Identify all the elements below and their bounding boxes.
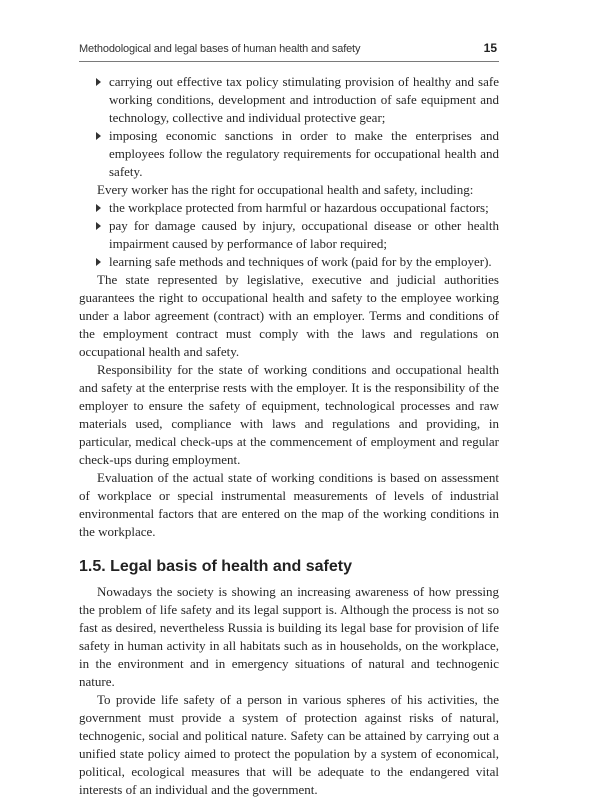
bullet-item: [79, 217, 499, 253]
paragraph: To provide life safety of a person in various spheres of his activities, the government must provide a system of protection against risks of natural, technogenic, social and political nature. Safety can be attained by carrying out a unified state policy aimed to protect the population by a system of economical, political, ecological measures that will be adequate to the endangered vital interests of an individual and the government.: [79, 692, 499, 797]
paragraph: Responsibility for the state of working conditions and occupational health and safety at the enterprise rests with the employer. It is the responsibility of the employer to ensure the safety of equipment, technological processes and raw materials used, compliance with laws and regulations and providing, in particular, medical check-ups at the commencement of employment and regular check-ups during employment.: [79, 362, 499, 467]
bullet-arrow-icon: [96, 132, 101, 140]
page-number: 15: [483, 41, 497, 55]
paragraph: Evaluation of the actual state of working conditions is based on assessment of workplace or special instrumental measurements of levels of industrial environmental factors that are entered on the map of the working conditions in the workplace.: [79, 470, 499, 539]
bullet-arrow-icon: [96, 258, 101, 266]
bullet-text: the workplace protected from harmful or hazardous occupational factors;: [109, 200, 489, 215]
running-header: [79, 41, 499, 62]
bullet-arrow-icon: [96, 78, 101, 86]
bullet-item: [79, 127, 499, 181]
running-title: Methodological and legal bases of human health and safety: [79, 43, 361, 55]
bullet-arrow-icon: [96, 204, 101, 212]
page-body: [79, 73, 499, 799]
bullet-item: [79, 199, 499, 217]
bullet-text: imposing economic sanctions in order to make the enterprises and employees follow the regulatory requirements for occupational health and safety.: [109, 128, 499, 179]
rights-intro: Every worker has the right for occupational health and safety, including:: [97, 182, 474, 197]
bullet-item: [79, 73, 499, 127]
paragraph: The state represented by legislative, executive and judicial authorities guarantees the right to occupational health and safety to the employee working under a labor agreement (contract) with an employer. Terms and conditions of the employment contract must comply with the laws and regulations on occupational health and safety.: [79, 272, 499, 359]
bullet-arrow-icon: [96, 222, 101, 230]
bullet-text: pay for damage caused by injury, occupational disease or other health impairment caused by performance of labor required;: [109, 218, 499, 251]
bullet-text: learning safe methods and techniques of work (paid for by the employer).: [109, 254, 492, 269]
section-heading: 1.5. Legal basis of health and safety: [79, 558, 352, 575]
paragraph: Nowadays the society is showing an increasing awareness of how pressing the problem of life safety and its legal support is. Although the process is not so fast as desired, nevertheless Russia is building its legal base for provision of life safety in human activity in all habitats such as in households, on the workplace, in the environment and in emergency situations of natural and technogenic nature.: [79, 584, 499, 689]
bullet-text: carrying out effective tax policy stimulating provision of healthy and safe working conditions, development and introduction of safe equipment and technology, collective and individual protective gear;: [109, 74, 499, 125]
bullet-item: [79, 253, 499, 271]
